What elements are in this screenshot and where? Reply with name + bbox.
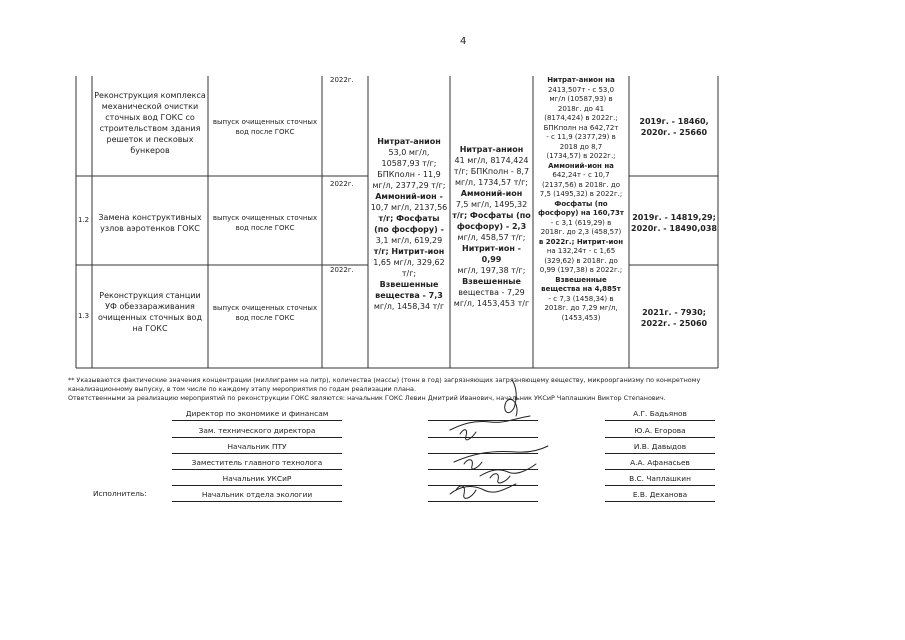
reduction-value-line: 2018г. до 7,29 мг/л, [544,304,618,312]
signature-title-1: Директор по экономике и финансам [185,409,329,418]
before-value-line: т/г; [401,269,417,278]
row-1-year: 2022г. [330,76,354,84]
signature-title-4: Заместитель главного технолога [191,458,323,467]
after-value-line: фосфору) - 2,3 [456,222,527,231]
row-2-cost-line-2: 2020г. - 18490,038 [631,224,717,233]
row-3-cost-line-1: 2021г. - 7930; [642,308,706,317]
reduction-value-line: Аммоний-ион на [548,161,614,170]
after-value-line: т/г; БПКполн - 8,7 [453,167,530,176]
row-1-outcome: выпуск очищенных сточных вод после ГОКС [212,118,318,136]
reduction-value-line: 7,5 (1495,32) в 2022г.; [539,190,623,198]
before-value-line: 53,0 мг/л, [388,148,430,157]
reduction-value-line: в 2022г.; Нитрит-ион [538,237,624,246]
row-2-measure-name: Замена конструктивных узлов аэротенков ГОКС [98,213,202,233]
reduction-value-line: - с 3,1 (619,29) в [550,218,612,227]
signature-title-3: Начальник ПТУ [227,442,287,451]
after-value-line: вещества - 7,29 [458,288,525,297]
row-3-outcome: выпуск очищенных сточных вод после ГОКС [212,304,318,322]
reduction-value-line: 0,99 (197,38) в 2022г.; [539,266,623,274]
row-2-year: 2022г. [330,180,354,188]
signature-name-3: И.В. Давыдов [633,442,687,451]
row-1-cost-line-1: 2019г. - 18460, [639,117,709,126]
reduction-value-line: (1734,57) в 2022г.; [546,152,616,160]
reduction-value-line: 2413,507т - с 53,0 [547,85,615,94]
before-value-line: т/г; Фосфаты [378,214,440,223]
row-3-cost-line-2: 2022г. - 25060 [640,319,708,328]
after-value-line: мг/л, 197,38 т/г; [457,266,526,275]
reduction-value-line: вещества на 4,885т [541,285,621,293]
after-value-line: мг/л, 1453,453 т/г [453,299,530,308]
reduction-value-line: 2018 до 8,7 [559,142,603,151]
reduction-value-line: мг/л (10587,93) в [549,95,613,103]
row-3-number: 1.3 [78,312,90,320]
after-value-line: мг/л, 1734,57 т/г; [454,178,528,187]
reduction-value-line: (2137,56) в 2018г. до [541,180,621,189]
footnote-line-1: ** Указываются фактические значения концентрации (миллиграмм на литр), количества (массы) (тонн в год) загрязняющих загрязняющему веществу, микроорганизму по конкретному [68,376,701,384]
before-value-line: вещества - 7,3 [375,291,443,300]
reduction-value-line: на 132,24т - с 1,65 [546,247,616,255]
reduction-values [534,76,628,323]
row-2-number: 1.2 [78,216,90,224]
before-value-line: БПКполн - 11,9 [377,170,441,179]
row-2-cost-line-1: 2019г. - 14819,29; [632,213,716,222]
signature-title-2: Зам. технического директора [198,426,316,435]
signature-title-5: Начальник УКСиР [222,474,292,483]
page-number: 4 [460,36,467,47]
signature-name-1: А.Г. Бадьянов [633,409,687,418]
signature-title-6: Начальник отдела экологии [201,490,313,499]
after-value-line: мг/л, 458,57 т/г; [457,233,526,242]
before-value-line: 10587,93 т/г; [381,159,437,168]
after-value-line: 41 мг/л, 8174,424 [454,156,529,165]
reduction-value-line: Нитрат-анион на [547,76,615,84]
row-2-outcome: выпуск очищенных сточных вод после ГОКС [212,214,318,232]
signature-name-2: Ю.А. Егорова [634,426,686,435]
reduction-value-line: 2018г. до 2,3 (458,57) [540,228,622,236]
before-value-line: Нитрат-анион [377,137,441,146]
before-value-line: Взвешенные [379,280,439,289]
before-value-line: 10,7 мг/л, 2137,56 [370,203,448,212]
after-value-line: т/г; Фосфаты (по [452,211,531,220]
signature-name-4: А.А. Афанасьев [630,458,690,467]
reduction-value-line: (329,62) в 2018г. до [544,256,618,265]
executor-label: Исполнитель: [93,489,147,498]
reduction-value-line: БПКполн на 642,72т [543,123,619,132]
row-1-cost-line-2: 2020г. - 25660 [640,128,708,137]
after-value-line: Нитрит-ион - 0,99 [462,244,521,264]
after-value-line: 7,5 мг/л, 1495,32 [455,200,528,209]
reduction-value-line: фосфору) на 160,73т [538,209,624,217]
reduction-value-line: Взвешенные [555,275,607,284]
before-values [369,136,449,312]
reduction-value-line: (8174,424) в 2022г.; [544,114,618,122]
footnote-line-2: канализационному выпуску, в том числе по каждому этапу мероприятия по годам реализации плана. [68,385,416,393]
row-3-year: 2022г. [330,266,354,274]
before-value-line: 1,65 мг/л, 329,62 [373,258,445,267]
before-value-line: мг/л, 1458,34 т/г [373,302,445,311]
row-1-measure-name: Реконструкция комплекса механической очистки сточных вод ГОКС со строительством здания решеток и песковых бункеров [94,91,206,155]
before-value-line: (по фосфору) - [374,225,444,234]
reduction-value-line: - с 11,9 (2377,29) в [546,133,616,141]
reduction-value-line: Фосфаты (по [554,199,608,208]
after-value-line: Аммоний-ион [460,189,523,198]
after-value-line: Взвешенные [462,277,521,286]
after-value-line: Нитрат-анион [459,145,524,154]
reduction-value-line: 642,24т - с 10,7 [552,171,610,179]
signature-name-6: Е.В. Деханова [632,490,688,499]
handwritten-signatures [420,372,560,512]
responsible-persons: Ответственными за реализацию мероприятий по реконструкции ГОКС являются: начальник ГОКС Левин Дмитрий Иванович, начальник УКСиР Чаплашкин Виктор Степанович. [68,394,666,402]
reduction-value-line: (1453,453) [561,313,601,322]
signature-name-5: В.С. Чаплашкин [629,474,691,483]
row-3-measure-name: Реконструкция станции УФ обеззараживания очищенных сточных вод на ГОКС [98,291,202,333]
before-value-line: мг/л, 2377,29 т/г; [372,181,446,190]
before-value-line: Аммоний-ион - [375,192,443,201]
reduction-value-line: 2018г. до 41 [557,104,605,113]
reduction-value-line: - с 7,3 (1458,34) в [548,294,614,303]
before-value-line: т/г; Нитрит-ион [373,247,445,256]
after-values [451,144,532,309]
before-value-line: 3,1 мг/л, 619,29 [375,236,443,245]
